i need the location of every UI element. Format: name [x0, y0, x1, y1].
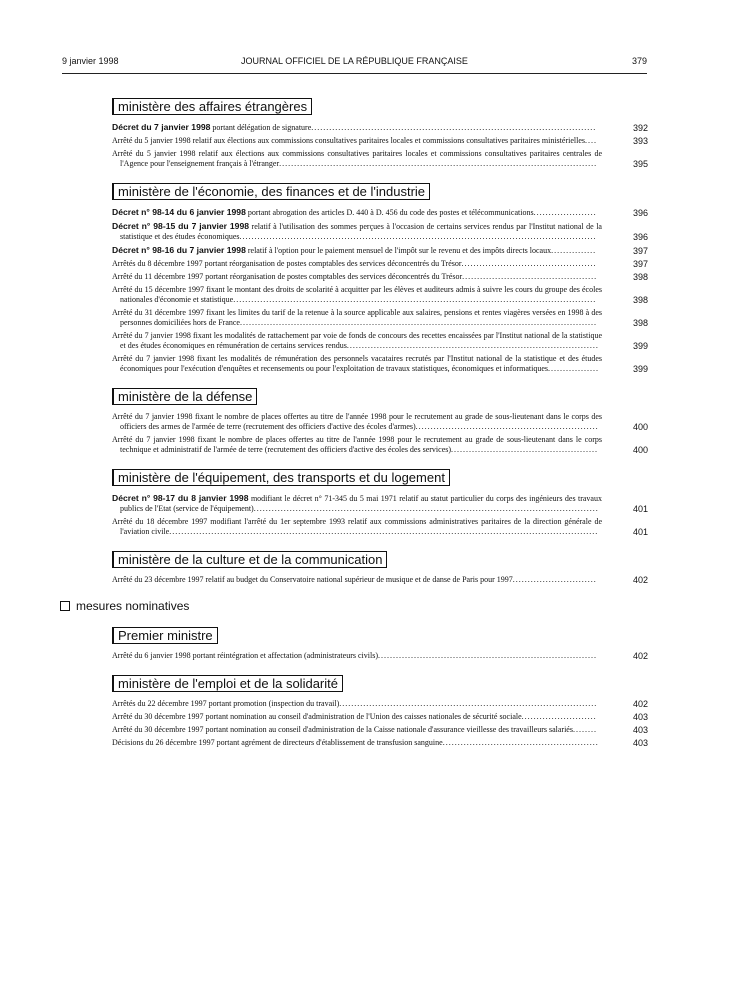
entry-description: Arrêté du 5 janvier 1998 relatif aux élections aux commissions consultatives paritaires locales et commissions consultatives paritaires centrales de l'Agence pour l'enseignement français à l'étranger — [112, 149, 602, 168]
section-entries — [112, 699, 648, 748]
nominative-sections-list — [112, 627, 648, 748]
entry-leader-dots: ............................................. — [462, 272, 598, 281]
entry-text — [112, 221, 602, 242]
entry-description: Arrêté du 23 décembre 1997 relatif au budget du Conservatoire national supérieur de musique et de danse de Paris pour 1997 — [112, 575, 513, 584]
entry-leader-dots: ................................................................................................................... — [253, 504, 599, 513]
toc-entry[interactable] — [112, 738, 648, 748]
entry-text — [112, 699, 602, 709]
entry-leader-dots: ................. — [547, 364, 599, 373]
entry-text — [112, 136, 602, 146]
entry-leader-dots: ............................................. — [461, 259, 597, 268]
entry-decree-title: Décret n° 98-17 du 8 janvier 1998 — [112, 493, 249, 503]
entry-text — [112, 517, 602, 537]
entry-description: Arrêtés du 22 décembre 1997 portant promotion (inspection du travail) — [112, 699, 340, 708]
toc-entry[interactable] — [112, 331, 648, 351]
entry-leader-dots: ....................................................................................................................... — [239, 232, 597, 241]
entry-page-number: 396 — [632, 232, 648, 242]
entry-description: portant abrogation des articles D. 440 à D. 456 du code des postes et télécommunications — [245, 208, 534, 217]
entry-description: Arrêté du 30 décembre 1997 portant nomination au conseil d'administration de l'Union des caisses nationales de sécurité sociale — [112, 712, 522, 721]
entry-description: Arrêté du 6 janvier 1998 portant réintégration et affectation (administrateurs civils) — [112, 651, 378, 660]
entry-leader-dots: ........ — [572, 725, 597, 734]
entry-description: Arrêté du 7 janvier 1998 fixant les modalités de rémunération des personnels vacataires recrutés par l'Institut national de la statistique et des études économiques pour l'exécution d'enquêtes et recensements ou pour l'exploitation de travaux statistiques, économiques et informatiques — [112, 354, 602, 373]
header-date: 9 janvier 1998 — [62, 56, 119, 66]
entry-page-number: 399 — [632, 341, 648, 351]
entry-page-number: 399 — [632, 364, 648, 374]
header-page-number: 379 — [631, 56, 647, 66]
entry-page-number: 398 — [632, 318, 648, 328]
section-entries — [112, 651, 648, 661]
toc-entry[interactable] — [112, 712, 648, 722]
entry-text — [112, 493, 602, 514]
section-entries — [112, 207, 648, 374]
checkbox-square-icon — [60, 601, 70, 611]
entry-leader-dots: ............................................................. — [415, 422, 599, 431]
header-title: JOURNAL OFFICIEL DE LA RÉPUBLIQUE FRANÇAISE — [241, 56, 468, 66]
nominatives-heading-label: mesures nominatives — [76, 599, 190, 613]
section-entries — [112, 575, 648, 585]
section-title: ministère de l'équipement, des transports et du logement — [112, 469, 450, 486]
entry-text — [112, 651, 602, 661]
entry-description: Arrêté du 7 janvier 1998 fixant les modalités de rattachement par voie de fonds de concours des recettes encaissées par l'Institut national de la statistique et des études économiques en rémunération de certains services rendus — [112, 331, 602, 350]
section-title: ministère de l'emploi et de la solidarité — [112, 675, 343, 692]
toc-entry[interactable] — [112, 285, 648, 305]
section-title: Premier ministre — [112, 627, 218, 644]
entry-text — [112, 712, 602, 722]
entry-leader-dots: ......................... — [521, 712, 597, 721]
entry-page-number: 398 — [632, 295, 648, 305]
section-title: ministère des affaires étrangères — [112, 98, 312, 115]
entry-page-number: 401 — [632, 504, 648, 514]
entry-text — [112, 738, 602, 748]
entry-page-number: 403 — [632, 725, 648, 735]
entry-text — [112, 272, 602, 282]
section-entries — [112, 493, 648, 537]
entry-text — [112, 285, 602, 305]
entry-decree-title: Décret n° 98-16 du 7 janvier 1998 — [112, 245, 246, 255]
toc-entry[interactable] — [112, 517, 648, 537]
entry-text — [112, 149, 602, 169]
section-title: ministère de la culture et de la communication — [112, 551, 387, 568]
toc-entry[interactable] — [112, 207, 648, 218]
toc-entry[interactable] — [112, 412, 648, 432]
entry-page-number: 403 — [632, 712, 648, 722]
section-entries — [112, 122, 648, 169]
toc-entry[interactable] — [112, 493, 648, 514]
entry-page-number: 403 — [632, 738, 648, 748]
toc-entry[interactable] — [112, 136, 648, 146]
entry-description: Arrêté du 7 janvier 1998 fixant le nombre de places offertes au titre de l'année 1998 pour le recrutement au grade de sous-lieutenant dans le corps technique et administratif de l'armée de terre (recrutement des officiers d'active des écoles des services) — [112, 435, 602, 454]
entry-text — [112, 207, 602, 218]
entry-leader-dots: ....................................................................................................................... — [239, 318, 597, 327]
toc-entry[interactable] — [112, 308, 648, 328]
entry-leader-dots: ......................................................................................................................... — [233, 295, 597, 304]
entry-leader-dots: ...................................................................................... — [339, 699, 598, 708]
entry-page-number: 397 — [632, 259, 648, 269]
entry-leader-dots: .... — [584, 136, 597, 145]
entry-text — [112, 259, 602, 269]
entry-decree-title: Décret n° 98-15 du 7 janvier 1998 — [112, 221, 250, 231]
entry-description: Décisions du 26 décembre 1997 portant agrément de directeurs d'établissement de transfusion sanguine — [112, 738, 443, 747]
toc-entry[interactable] — [112, 149, 648, 169]
entry-page-number: 397 — [632, 246, 648, 256]
entry-leader-dots: ......................................................................... — [377, 651, 597, 660]
entry-description: portant délégation de signature — [210, 123, 312, 132]
entry-page-number: 401 — [632, 527, 648, 537]
entry-page-number: 400 — [632, 422, 648, 432]
entry-page-number: 395 — [632, 159, 648, 169]
entry-description: relatif à l'option pour le paiement mensuel de l'impôt sur le revenu et des impôts directs locaux — [245, 246, 552, 255]
toc-entry[interactable] — [112, 699, 648, 709]
section-title: ministère de l'économie, des finances et de l'industrie — [112, 183, 430, 200]
toc-entry[interactable] — [112, 575, 648, 585]
entry-page-number: 400 — [632, 445, 648, 455]
entry-description: modifiant le décret n° 71-345 du 5 mai 1971 relatif au statut particulier du corps des ingénieurs des travaux publics de l'Etat (service de l'équipement) — [120, 494, 602, 513]
entry-text — [112, 412, 602, 432]
entry-text — [112, 575, 602, 585]
entry-page-number: 402 — [632, 575, 648, 585]
toc-entry[interactable] — [112, 245, 648, 256]
toc-entry[interactable] — [112, 272, 648, 282]
entry-decree-title: Décret du 7 janvier 1998 — [112, 122, 211, 132]
entry-text — [112, 245, 602, 256]
entry-leader-dots: .................................................................................... — [346, 341, 599, 350]
entry-text — [112, 725, 602, 735]
entry-page-number: 396 — [632, 208, 648, 218]
page-header — [62, 56, 647, 70]
entry-leader-dots: ............................................................................................................................................... — [169, 527, 599, 536]
toc-entry[interactable] — [112, 221, 648, 242]
entry-text — [112, 354, 602, 374]
toc-entry[interactable] — [112, 725, 648, 735]
section-title: ministère de la défense — [112, 388, 257, 405]
toc-entry[interactable] — [112, 435, 648, 455]
nominatives-heading — [60, 599, 648, 613]
entry-text — [112, 435, 602, 455]
toc-entry[interactable] — [112, 651, 648, 661]
entry-text — [112, 331, 602, 351]
entry-description: Arrêté du 11 décembre 1997 portant réorganisation de postes comptables des services déconcentrés du Trésor — [112, 272, 463, 281]
toc-entry[interactable] — [112, 259, 648, 269]
toc-entry[interactable] — [112, 122, 648, 133]
entry-description: relatif à l'utilisation des sommes perçues à l'occasion de certains services rendus par l'Institut national de la statistique et des études économiques — [120, 222, 602, 241]
header-rule — [62, 73, 647, 74]
entry-leader-dots: ............................ — [512, 575, 597, 584]
entry-page-number: 402 — [632, 651, 648, 661]
entry-description: Arrêté du 15 décembre 1997 fixant le montant des droits de scolarité à acquitter par les élèves et auditeurs admis à suivre les cours du groupe des écoles nationales d'économie et statistique — [112, 285, 602, 304]
entry-description: Arrêté du 30 décembre 1997 portant nomination au conseil d'administration de la Caisse nationale d'assurance vieillesse des travailleurs salariés — [112, 725, 573, 734]
entry-leader-dots: ..................... — [533, 208, 597, 217]
entry-description: Arrêté du 18 décembre 1997 modifiant l'arrêté du 1er septembre 1993 relatif aux commissions administratives paritaires de la direction générale de l'aviation civile — [112, 517, 602, 536]
entry-description: Arrêté du 31 décembre 1997 fixant les limites du tarif de la retenue à la source applicable aux salaires, pensions et rentes viagères versées en 1998 à des personnes domiciliées hors de France — [112, 308, 602, 327]
entry-description: Arrêté du 7 janvier 1998 fixant le nombre de places offertes au titre de l'année 1998 pour le recrutement au grade de sous-lieutenant dans le corps des officiers des armes de l'armée de terre (recrutement des officiers d'active des écoles d'armes) — [112, 412, 602, 431]
entry-text — [112, 308, 602, 328]
entry-leader-dots: ............................................................................................... — [311, 123, 597, 132]
entry-leader-dots: ................................................. — [451, 445, 599, 454]
entry-leader-dots: .................................................... — [442, 738, 599, 747]
entry-description: Arrêtés du 8 décembre 1997 portant réorganisation de postes comptables des services déconcentrés du Trésor — [112, 259, 462, 268]
summary-content — [76, 98, 648, 762]
entry-leader-dots: .......................................................................................................... — [279, 159, 598, 168]
entry-page-number: 392 — [632, 123, 648, 133]
section-entries — [112, 412, 648, 455]
sections-list — [112, 98, 648, 585]
toc-entry[interactable] — [112, 354, 648, 374]
entry-leader-dots: ............... — [551, 246, 597, 255]
entry-page-number: 393 — [632, 136, 648, 146]
entry-page-number: 398 — [632, 272, 648, 282]
entry-text — [112, 122, 602, 133]
entry-decree-title: Décret n° 98-14 du 6 janvier 1998 — [112, 207, 246, 217]
entry-description: Arrêté du 5 janvier 1998 relatif aux élections aux commissions consultatives paritaires locales et commissions consultatives paritaires ministérielles — [112, 136, 585, 145]
entry-page-number: 402 — [632, 699, 648, 709]
